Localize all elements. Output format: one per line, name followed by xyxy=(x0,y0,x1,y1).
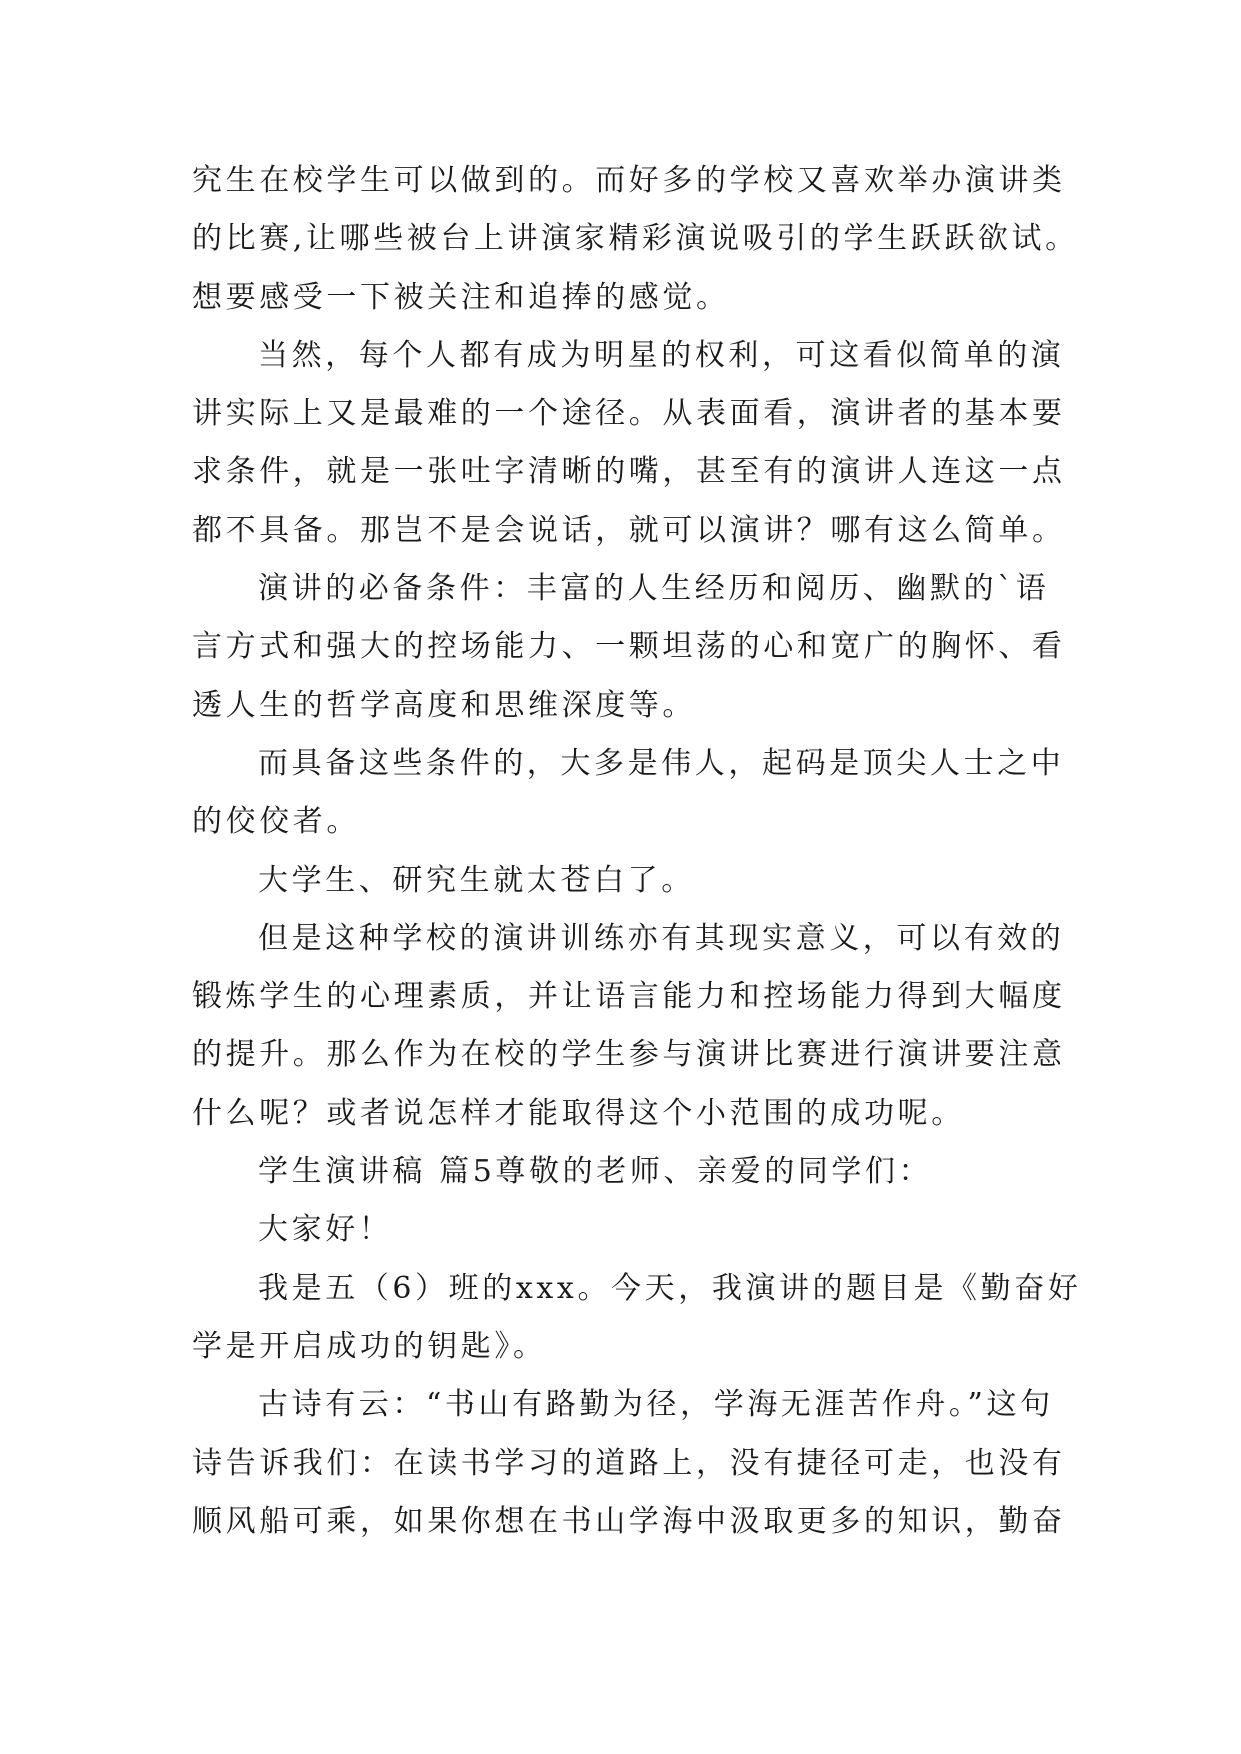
text-line: 当然，每个人都有成为明星的权利，可这看似简单的演 xyxy=(258,337,1065,373)
text-line: 究生在校学生可以做到的。而好多的学校又喜欢举办演讲类 xyxy=(192,163,1066,198)
text-line: 想要感受一下被关注和追捧的感觉。 xyxy=(192,279,730,315)
text-line: 锻炼学生的心理素质，并让语言能力和控场能力得到大幅度 xyxy=(192,979,1066,1015)
text-line: 讲实际上又是最难的一个途径。从表面看，演讲者的基本要 xyxy=(192,396,1066,432)
text-line: 求条件，就是一张吐字清晰的嘴，甚至有的演讲人连这一点 xyxy=(192,454,1066,490)
text-line: 的比赛,让哪些被台上讲演家精彩演说吸引的学生跃跃欲试。 xyxy=(192,221,1079,257)
text-line: 而具备这些条件的，大多是伟人，起码是顶尖人士之中 xyxy=(258,745,1065,781)
text-line: 学是开启成功的钥匙》。 xyxy=(192,1328,547,1364)
text-line: 的提升。那么作为在校的学生参与演讲比赛进行演讲要注意 xyxy=(192,1037,1066,1073)
text-line: 大学生、研究生就太苍白了。 xyxy=(258,862,695,898)
text-line: 都不具备。那岂不是会说话，就可以演讲？哪有这么简单。 xyxy=(192,512,1066,548)
text-line: 演讲的必备条件：丰富的人生经历和阅历、幽默的`语 xyxy=(258,571,1050,607)
text-line: 言方式和强大的控场能力、一颗坦荡的心和宽广的胸怀、看 xyxy=(192,629,1066,665)
text-line: 但是这种学校的演讲训练亦有其现实意义，可以有效的 xyxy=(258,920,1065,956)
text-line: 大家好！ xyxy=(258,1212,393,1248)
text-line: 学生演讲稿 篇5尊敬的老师、亲爱的同学们： xyxy=(258,1154,933,1190)
text-line: 透人生的哲学高度和思维深度等。 xyxy=(192,687,696,723)
text-line: 我是五（6）班的xxx。今天，我演讲的题目是《勤奋好 xyxy=(258,1270,1082,1306)
text-line: 顺风船可乘，如果你想在书山学海中汲取更多的知识，勤奋 xyxy=(192,1503,1066,1539)
text-line: 什么呢？或者说怎样才能取得这个小范围的成功呢。 xyxy=(192,1095,965,1131)
text-line: 的佼佼者。 xyxy=(192,804,360,840)
text-line: 诗告诉我们：在读书学习的道路上，没有捷径可走，也没有 xyxy=(192,1445,1066,1481)
body-text xyxy=(192,152,1092,1551)
text-line: 古诗有云：“书山有路勤为径，学海无涯苦作舟。”这句 xyxy=(258,1387,1054,1423)
